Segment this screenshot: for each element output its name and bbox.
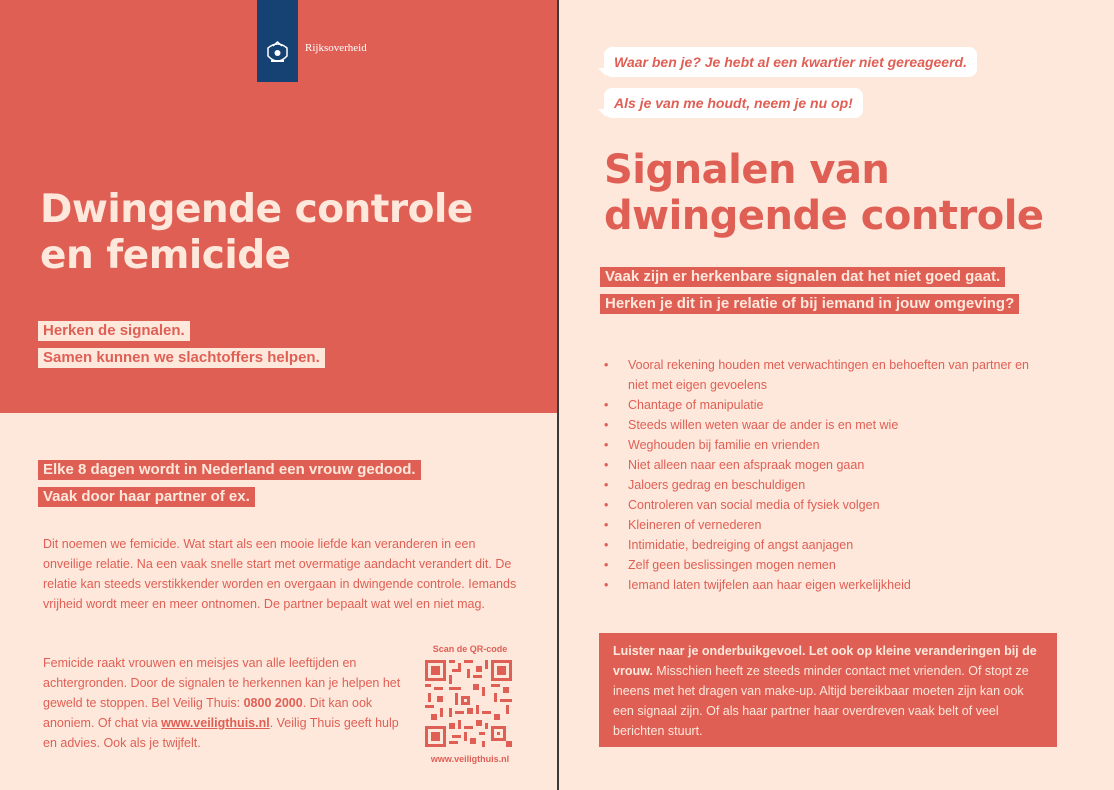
page-title: [40, 187, 530, 279]
list-item: • Chantage of manipulatie: [604, 398, 764, 412]
advice-text: [599, 633, 1057, 741]
title-line-1: Dwingende controle: [40, 187, 473, 232]
rijksoverheid-crest-icon: [265, 38, 290, 68]
chat-bubble-2: Als je van me houdt, neem je nu op!: [604, 88, 863, 118]
list-item: • Jaloers gedrag en beschuldigen: [604, 478, 806, 492]
veiligthuis-link[interactable]: www.veiligthuis.nl: [161, 716, 270, 730]
list-item: • Iemand laten twijfelen aan haar eigen werkelijkheid: [604, 578, 911, 592]
signals-title-line-2: dwingende controle: [604, 193, 1044, 239]
qr-caption: Scan de QR-code: [432, 644, 508, 654]
tagline-1: Herken de signalen.: [38, 321, 190, 341]
statistic-line-1: Elke 8 dagen wordt in Nederland een vrouw gedood.: [38, 460, 421, 480]
list-item: • Steeds willen weten waar de ander is en met wie: [604, 418, 899, 432]
advice-bold: Luister naar je onderbuikgevoel. Let ook op kleine veranderingen bij de vrouw.: [613, 644, 1037, 678]
qr-url: www.veiligthuis.nl: [430, 754, 510, 764]
title-line-2: en femicide: [40, 233, 291, 278]
list-item: • Intimidatie, bedreiging of angst aanjagen: [604, 538, 854, 552]
statistic-line-2: Vaak door haar partner of ex.: [38, 487, 255, 507]
list-item: • Vooral rekening houden met verwachtingen en behoeften van partner en niet met eigen gevoelens: [604, 358, 1029, 392]
list-item: • Controleren van social media of fysiek volgen: [604, 498, 880, 512]
tagline-2: Samen kunnen we slachtoffers helpen.: [38, 348, 325, 368]
chat-bubble-1: Waar ben je? Je hebt al een kwartier niet gereageerd.: [604, 47, 977, 77]
help-text-a: Femicide raakt vrouwen en meisjes van alle leeftijden en achtergronden. Door de signalen te herkennen kan je helpen het geweld te stoppen. Bel Veilig Thuis:: [43, 656, 401, 710]
list-item: • Weghouden bij familie en vrienden: [604, 438, 820, 452]
help-text-b: . Dit kan ook anoniem. Of chat via: [43, 696, 373, 730]
list-item: • Kleineren of vernederen: [604, 518, 762, 532]
phone-number: 0800 2000: [243, 696, 303, 710]
signals-list: [604, 355, 1044, 595]
logo-wordmark: Rijksoverheid: [305, 42, 367, 54]
rijksoverheid-logo: [257, 0, 298, 82]
advice-rest: Misschien heeft ze steeds minder contact met vrienden. Of stopt ze ineens met het dragen van make-up. Altijd bereikbaar moeten zijn kan ook een signaal zijn. Of als haar partner haar overdreven vaak belt of veel berichten stuurt.: [613, 664, 1029, 738]
advice-box: [599, 633, 1057, 747]
list-item: • Zelf geen beslissingen mogen nemen: [604, 558, 836, 572]
signals-title: [604, 147, 1094, 239]
help-text-c: . Veilig Thuis geeft hulp en advies. Ook als je twijfelt.: [43, 716, 399, 750]
signals-intro-1: Vaak zijn er herkenbare signalen dat het niet goed gaat.: [600, 267, 1005, 287]
list-item: • Niet alleen naar een afspraak mogen gaan: [604, 458, 865, 472]
help-paragraph: [43, 653, 403, 753]
signals-title-line-1: Signalen van: [604, 147, 890, 193]
intro-paragraph: Dit noemen we femicide. Wat start als een mooie liefde kan veranderen in een onveilige relatie. Na een vaak snelle start met overmatige aandacht verandert dit. De relatie kan steeds verstikkender worden en overgaan in dwingende controle. Iemands vrijheid wordt meer en meer ontnomen. De partner bepaalt wat wel en niet mag.: [43, 537, 517, 611]
qr-code[interactable]: [425, 660, 512, 747]
signals-intro-2: Herken je dit in je relatie of bij iemand in jouw omgeving?: [600, 294, 1019, 314]
